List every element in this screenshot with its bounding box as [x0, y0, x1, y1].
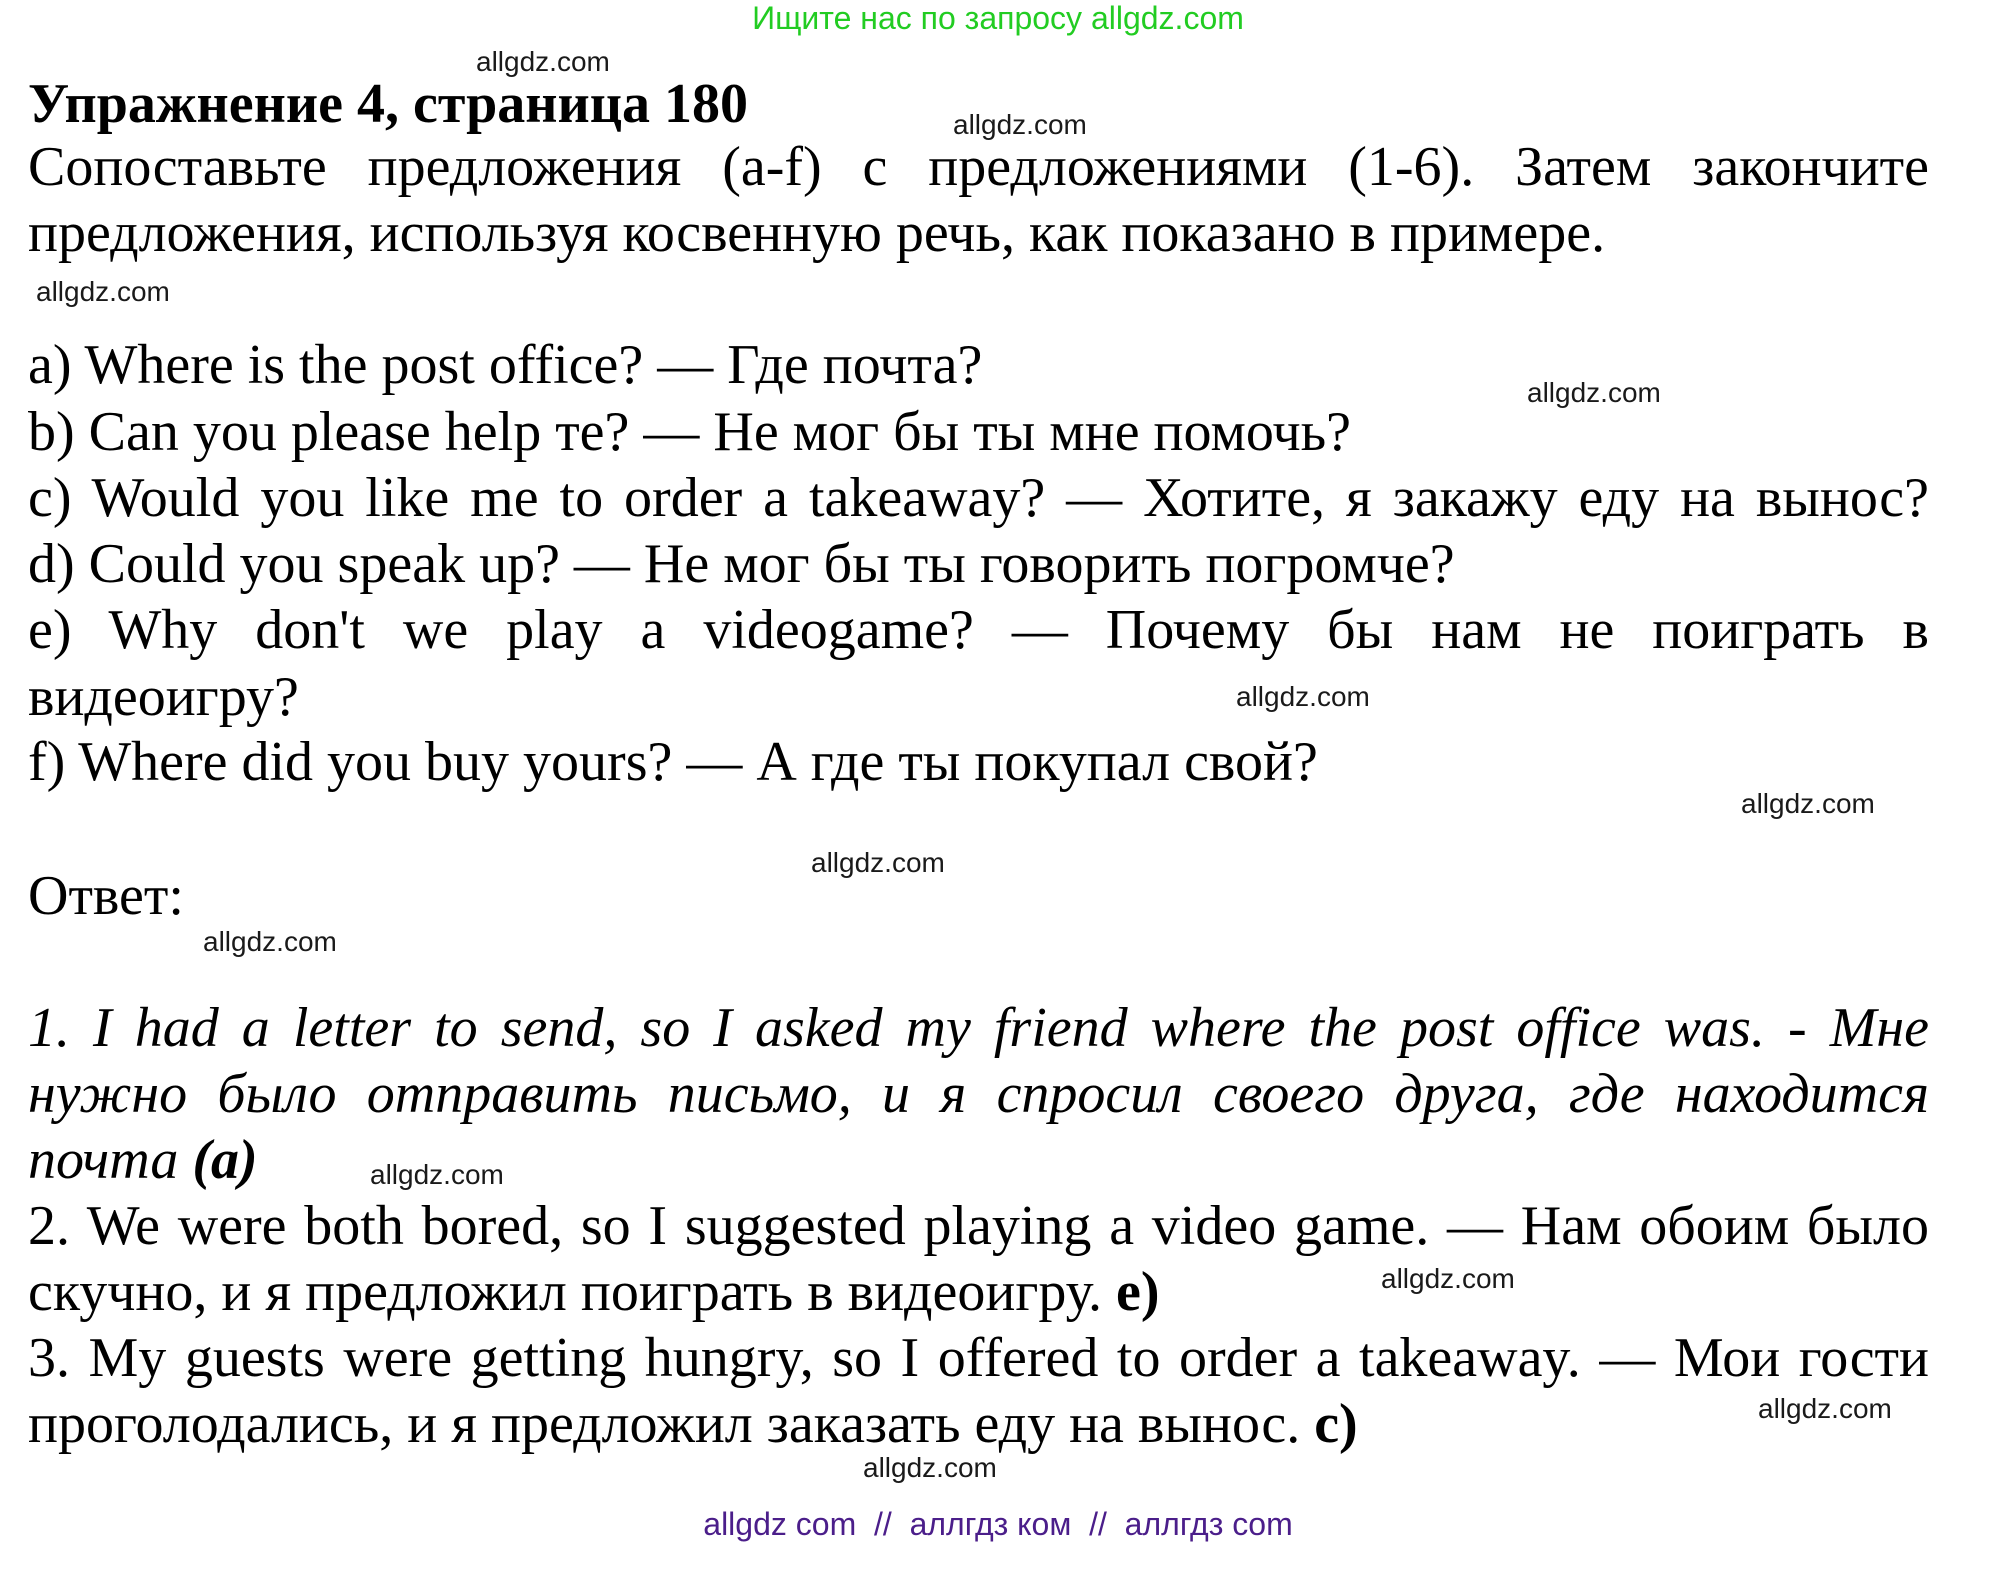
- top-banner[interactable]: Ищите нас по запросу allgdz.com: [752, 0, 1244, 36]
- sentence-a: a) Where is the post office? — Где почта?: [28, 334, 983, 396]
- watermark: allgdz.com: [863, 1452, 997, 1483]
- answer-1-text: почта: [28, 1129, 179, 1191]
- watermark: allgdz.com: [953, 109, 1087, 140]
- watermark: allgdz.com: [1758, 1393, 1892, 1424]
- page-title: Упражнение 4, страница 180: [28, 73, 749, 135]
- answer-3-line-1: 3. My guests were getting hungry, so I offered to order a takeaway. — Мои гости: [28, 1327, 1929, 1389]
- watermark: allgdz.com: [203, 926, 337, 957]
- watermark: allgdz.com: [811, 847, 945, 878]
- sentence-e-cont: видеоигру?: [28, 666, 299, 728]
- answer-2-text: скучно, и я предложил поиграть в видеоигру.: [28, 1261, 1102, 1323]
- answer-3-text: проголодались, и я предложил заказать еду на вынос.: [28, 1393, 1301, 1455]
- watermark: allgdz.com: [476, 46, 610, 77]
- answer-3-line-2: [28, 1391, 1929, 1457]
- watermark: allgdz.com: [1527, 377, 1661, 408]
- watermark: allgdz.com: [1381, 1263, 1515, 1294]
- instructions-line-2: предложения, используя косвенную речь, как показано в примере.: [28, 202, 1606, 264]
- answer-2-ref: e): [1115, 1261, 1160, 1323]
- sentence-d: d) Could you speak up? — Не мог бы ты говорить погромче?: [28, 533, 1455, 595]
- answer-label: Ответ:: [28, 865, 184, 927]
- watermark: allgdz.com: [1236, 681, 1370, 712]
- answer-1-line-2: нужно было отправить письмо, и я спросил своего друга, где находится: [28, 1063, 1929, 1125]
- watermark: allgdz.com: [1741, 788, 1875, 819]
- answer-1-ref: (a): [192, 1129, 258, 1191]
- instructions-line-1: Сопоставьте предложения (a-f) с предложениями (1-6). Затем закончите: [28, 136, 1929, 198]
- sentence-c: c) Would you like me to order a takeaway? — Хотите, я закажу еду на вынос?: [28, 467, 1929, 529]
- answer-2-line-2: [28, 1259, 1929, 1325]
- sentence-f: f) Where did you buy yours? — А где ты покупал свой?: [28, 731, 1318, 793]
- answer-3-ref: c): [1314, 1393, 1358, 1455]
- answer-1-line-3: [28, 1127, 1929, 1193]
- watermark: allgdz.com: [36, 276, 170, 307]
- sentence-b: b) Can you please help те? — Не мог бы ты мне помочь?: [28, 401, 1351, 463]
- watermark: allgdz.com: [370, 1159, 504, 1190]
- sentence-e: e) Why don't we play a videogame? — Почему бы нам не поиграть в: [28, 599, 1929, 661]
- footer-links[interactable]: allgdz com // аллгдз ком // аллгдз com: [703, 1506, 1293, 1542]
- answer-2-line-1: 2. We were both bored, so I suggested playing a video game. — Нам обоим было: [28, 1195, 1929, 1257]
- answer-1-line-1: 1. I had a letter to send, so I asked my friend where the post office was. - Мне: [28, 997, 1929, 1059]
